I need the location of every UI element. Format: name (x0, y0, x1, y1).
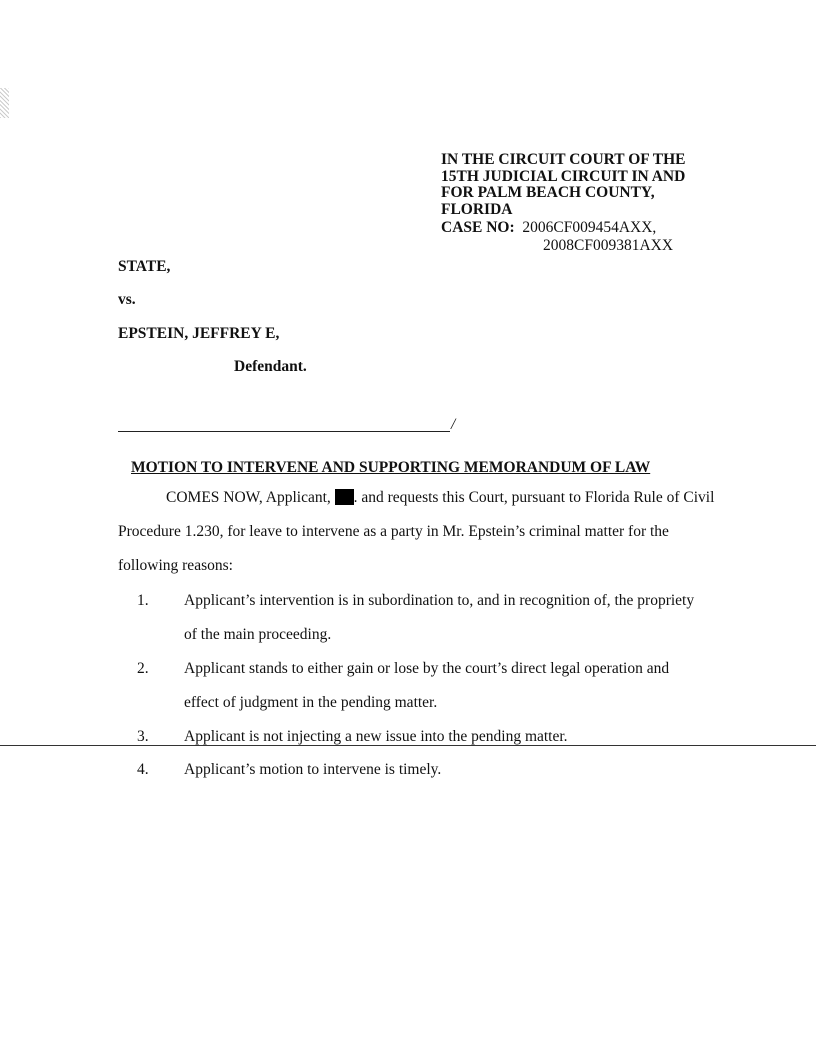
intro-text: . and requests this Court, pursuant to Florida Rule of Civil (353, 489, 715, 506)
intro-line: following reasons: (118, 557, 233, 574)
court-line: FOR PALM BEACH COUNTY, (441, 184, 655, 201)
defendant-name: EPSTEIN, JEFFREY E, (118, 325, 280, 342)
reason-text: Applicant stands to either gain or lose by the court’s direct legal operation and (184, 660, 670, 677)
caption-divider (118, 431, 450, 432)
plaintiff: STATE, (118, 258, 171, 275)
court-caption (441, 152, 686, 218)
versus: vs. (118, 291, 136, 308)
reason-number: 3. (137, 728, 149, 745)
redaction-box (335, 489, 354, 505)
strikethrough-line (0, 745, 816, 746)
case-number: 2006CF009454AXX, (522, 219, 657, 236)
court-line: 15TH JUDICIAL CIRCUIT IN AND (441, 167, 686, 185)
caption-slash: / (451, 416, 456, 433)
reason-number: 2. (137, 660, 149, 677)
intro-line (166, 489, 714, 507)
reason-text: Applicant is not injecting a new issue into the pending matter. (184, 728, 568, 745)
case-number: 2008CF009381AXX (543, 237, 674, 254)
scan-artifact (0, 88, 9, 118)
case-label: CASE NO: (441, 219, 515, 236)
reason-text: Applicant’s intervention is in subordination to, and in recognition of, the propriety (184, 592, 695, 609)
reason-text: Applicant’s motion to intervene is timely. (184, 761, 442, 778)
document-title: MOTION TO INTERVENE AND SUPPORTING MEMORANDUM OF LAW (131, 459, 651, 476)
reason-number: 4. (137, 761, 149, 778)
reason-text: effect of judgment in the pending matter. (184, 694, 438, 711)
court-line: IN THE CIRCUIT COURT OF THE (441, 151, 686, 168)
reason-text: of the main proceeding. (184, 626, 332, 643)
intro-line: Procedure 1.230, for leave to intervene as a party in Mr. Epstein’s criminal matter for the (118, 523, 669, 540)
reason-number: 1. (137, 592, 149, 609)
intro-text: COMES NOW, Applicant, (166, 489, 331, 506)
case-number-block (441, 219, 673, 255)
defendant-label: Defendant. (234, 358, 307, 375)
court-line: FLORIDA (441, 200, 513, 218)
